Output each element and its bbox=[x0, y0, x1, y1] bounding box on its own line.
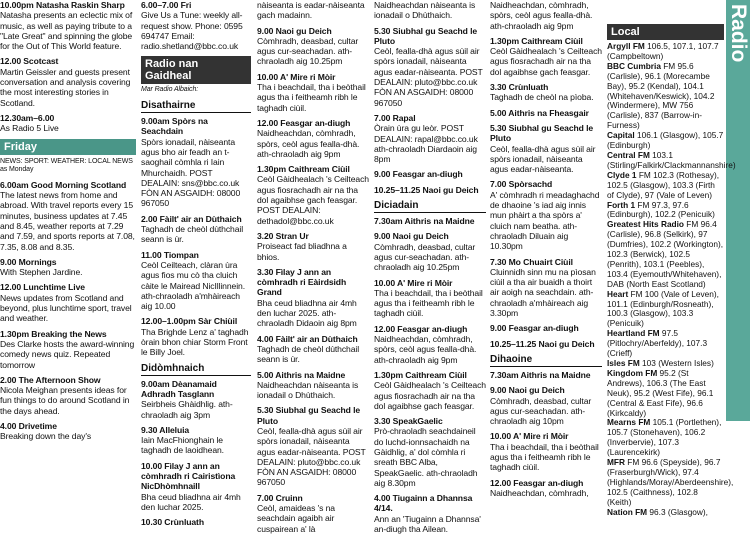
col3-items bbox=[257, 0, 369, 534]
listing-description: Tha i beachdail, tha i beòthail agus tha i feitheamh ribh le taghadh ciùil. bbox=[257, 82, 366, 113]
local-station-entry bbox=[607, 42, 724, 62]
listing-item bbox=[257, 267, 369, 329]
listing-description: Còmhradh, deasbad, cultar agus cur-seachadan. ath-chraoladh aig 10.25pm bbox=[374, 241, 476, 273]
listing-title: 9.00 Mornings bbox=[0, 256, 57, 267]
listing-description: As Radio 5 Live bbox=[0, 123, 59, 134]
listing-item bbox=[490, 370, 602, 380]
column-3 bbox=[257, 0, 369, 534]
station-name: Heart bbox=[607, 288, 629, 299]
station-name: Mearns FM bbox=[607, 417, 651, 428]
station-frequencies: FM 96.6 (Speyside), 96.7 (Fraserburgh/Wick), 97.4 (Highlands/Moray/Aberdeenshire), 102.5 (Caithness), 102.8 (Keith) bbox=[607, 457, 734, 507]
listing-description: Seirbheis Ghàidhlig. ath-chraoladh aig 3pm bbox=[141, 399, 233, 420]
listing-item bbox=[374, 370, 486, 411]
column-6 bbox=[607, 0, 736, 517]
station-name: Clyde 1 bbox=[607, 169, 637, 180]
listing-title: 10.30 Crùnluath bbox=[141, 517, 204, 528]
listing-title: 9.00am Dèanamaid Adhradh Tasglann bbox=[141, 378, 217, 399]
listing-item bbox=[374, 278, 486, 319]
listing-title: 12.00 Scotcast bbox=[0, 56, 59, 67]
listing-item bbox=[0, 56, 136, 107]
listing-item bbox=[374, 169, 486, 179]
listing-title: 3.30 Crùnluath bbox=[490, 82, 549, 93]
listing-item bbox=[490, 82, 602, 103]
listing-item bbox=[490, 108, 602, 118]
listing-description: Tha i beachdail, tha i beòthail agus tha i feitheamh ribh le taghadh ciùil. bbox=[374, 287, 483, 319]
listing-description: Bha ceud bliadhna air 4mh den luchar 2025. ath-chraoladh Didaoin aig 8pm bbox=[257, 297, 357, 329]
listing-item bbox=[374, 493, 486, 534]
listing-item bbox=[490, 323, 602, 333]
listing-item bbox=[0, 257, 136, 278]
listing-title: 9.00 Naoi gu Deich bbox=[374, 231, 449, 242]
listing-title: 10.00 A' Mire ri Mòir bbox=[374, 277, 453, 288]
listing-item bbox=[490, 179, 602, 251]
column-2 bbox=[141, 0, 251, 528]
local-station-entry bbox=[607, 62, 724, 131]
listing-title: 12.00 Feasgar an-diugh bbox=[490, 477, 584, 488]
listing-description: With Stephen Jardine. bbox=[0, 267, 83, 278]
listing-item bbox=[0, 282, 136, 323]
day-heading-didomhnaich: Didòmhnaich bbox=[141, 363, 251, 376]
listing-item bbox=[374, 216, 486, 226]
listing-description: Natasha presents an eclectic mix of music, as well as paying tribute to a "Late Great" and spinning the globe for the Out of This World feature. bbox=[0, 10, 133, 52]
station-frequencies: 96.3 (Glasgow), bbox=[647, 506, 708, 517]
station-name: BBC Cumbria bbox=[607, 60, 661, 71]
listing-title: 10.00 A' Mire ri Mòir bbox=[257, 71, 336, 82]
radio-section-band bbox=[726, 0, 750, 421]
station-name: Argyll FM bbox=[607, 41, 645, 51]
listing-title: 6.00–7.00 Fri bbox=[141, 0, 192, 10]
listing-title: 7.30am Aithris na Maidne bbox=[374, 216, 475, 227]
listing-description: Iain MacFhionghain le taghadh de laoidhean. bbox=[141, 435, 224, 456]
station-frequencies: FM 97.3, 97.6 (Edinburgh), 102.2 (Penicuik) bbox=[607, 199, 715, 220]
listing-title: 9.00 Naoi gu Deich bbox=[257, 25, 332, 36]
station-name: Greatest Hits Radio bbox=[607, 219, 684, 230]
listing-item bbox=[490, 431, 602, 472]
listing-item bbox=[374, 113, 486, 164]
listing-title: 12.30am–6.00 bbox=[0, 112, 55, 123]
listing-title: 12.00 Lunchtime Live bbox=[0, 282, 85, 293]
local-station-entry bbox=[607, 201, 724, 221]
listing-title: 9.30 Alleluia bbox=[141, 424, 190, 435]
listing-item bbox=[257, 405, 369, 487]
col1-items-friday bbox=[0, 180, 136, 442]
listing-item bbox=[141, 250, 251, 312]
local-station-entry bbox=[607, 290, 724, 330]
listing-description: Spòrs ionadail, nàiseanta agus bho air feadh an t-saoghail còmhla ri Iain Mhurchaidh. POST DEALAIN: sns@bbc.co.uk FÒN AN ASGAIDH: 08000 967050 bbox=[141, 136, 241, 209]
listing-description: Ceòl, amaideas 's na seachdain agaibh air cuspairean a' là bbox=[257, 503, 335, 534]
station-frequencies: FM 100 (Vale of Leven), 101.1 (Edinburgh/Rosneath), 100.3 (Glasgow), 103.3 (Penicuik) bbox=[607, 288, 719, 329]
listing-title: 3.20 Stran Ur bbox=[257, 230, 309, 241]
listing-title: 5.00 Aithris na Fheasgair bbox=[490, 107, 589, 118]
listing-title: 7.00 Spòrsachd bbox=[490, 179, 553, 190]
listing-description: Tha i beachdail, tha i beòthail agus tha i feitheamh ribh le taghadh ciùil. bbox=[490, 441, 599, 473]
station-name: Central FM bbox=[607, 149, 650, 160]
listing-item bbox=[141, 214, 251, 245]
column-5 bbox=[490, 0, 602, 498]
station-name: Forth 1 bbox=[607, 199, 636, 210]
listing-description: Taghadh de cheòl na pìoba. bbox=[490, 92, 594, 103]
day-heading-disathairne: Disathairne bbox=[141, 100, 251, 113]
station-name: Capital bbox=[607, 130, 635, 141]
day-heading-diciadain: Diciadain bbox=[374, 200, 486, 213]
station-frequencies: 103 (Western Isles) bbox=[639, 358, 714, 368]
col5-items bbox=[490, 0, 602, 349]
listing-description: Naidheachdan nàiseanta is ionadail o Dhùthaich. bbox=[257, 379, 359, 401]
col1-items bbox=[0, 0, 136, 134]
listing-title: 7.30 Mo Chuairt Ciùil bbox=[490, 256, 573, 267]
listing-description: A' còmhradh ri meadaghachd de dhaoine 's iad aig innis mun phàirt a tha spòrs a' cluich nam beatha. ath-chraoladh Diluain aig 10.30pm bbox=[490, 189, 600, 252]
listing-title: 4.00 Tiugainn a Dhannsa 4/14. bbox=[374, 493, 473, 514]
listing-description: Ceòl, fealla-dhà agus sùil air spòrs ionadail, nàiseanta agus eadar-nàiseanta. POST DEALAIN: pluto@bbc.co.uk FÒN AN ASGAIDH: 08000 967050 bbox=[257, 425, 366, 488]
listing-title: 9.00 Naoi gu Deich bbox=[490, 385, 565, 396]
listing-item bbox=[141, 425, 251, 456]
listing-description: Des Clarke hosts the award-winning comedy news quiz. Repeated tomorrow bbox=[0, 338, 135, 370]
column-4 bbox=[374, 0, 486, 534]
listing-title: 5.30 Siubhal gu Seachd le Pluto bbox=[490, 122, 594, 144]
listing-title: 9.00 Feasgar an-diugh bbox=[490, 323, 579, 334]
listing-title: 1.30pm Caithream Ciùil bbox=[374, 369, 467, 380]
listing-description: Taghadh de cheòl dùthchail seann is ùr. bbox=[141, 224, 244, 245]
listing-description: Ceòl, fealla-dhà agus sùil air spòrs ionadail, nàiseanta agus eadar-nàiseanta. bbox=[490, 143, 596, 175]
col2-top-items bbox=[141, 0, 251, 51]
local-station-entry bbox=[607, 369, 724, 419]
station-name: MFR bbox=[607, 457, 625, 468]
listing-item bbox=[257, 0, 369, 21]
listing-item bbox=[0, 375, 136, 416]
listing-title: 6.00am Good Morning Scotland bbox=[0, 179, 127, 190]
listing-item bbox=[257, 370, 369, 401]
station-frequencies: FM 96.4 (Carlisle), 96.8 (Selkirk), 97 (Dumfries), 102.2 (Workington), 102.3 (Berwick), 102.5 (Penrith), 103.1 (Peebles), 103.4 (Eyemouth/Whitehaven), DAB (North East Scotland) bbox=[607, 219, 724, 289]
listing-title: 10.00 A' Mire ri Mòir bbox=[490, 431, 569, 442]
local-station-entry bbox=[607, 418, 724, 458]
day-heading-friday: Friday bbox=[0, 139, 136, 155]
listing-description: Cluinnidh sinn mu na pìosan ciùil a tha air buaidh a thoirt air aoigh na seachdain. ath-chraoladh a'mhàireach aig 3.30pm bbox=[490, 266, 596, 319]
listing-description: News updates from Scotland and beyond, plus lunchtime sport, travel and weather. bbox=[0, 292, 132, 324]
station-heading: Radio nan Gaidheal bbox=[141, 56, 251, 84]
listing-description: Òrain ùra gu leòr. POST DEALAIN: rapal@bbc.co.uk ath-chraoladh Diardaoin aig 8pm bbox=[374, 123, 478, 165]
listing-description: Nicola Meighan presents ideas for fun things to do around Scotland in the days ahead. bbox=[0, 385, 130, 416]
local-station-entry bbox=[607, 220, 724, 289]
listing-description: Martin Geissler and guests present conversation and analysis covering the most interesting stories in Scotland. bbox=[0, 66, 131, 108]
station-name: Heartland FM bbox=[607, 328, 660, 339]
listing-description: The latest news from home and abroad. With travel reports every 15 minutes, business updates at 7.45 and 8.45, weather reports at 7.29 and 7.59, and sports reports at 7.08, 7.35, 8.08 and 8.35. bbox=[0, 190, 135, 252]
col5-items-friday bbox=[490, 370, 602, 498]
station-name: Isles FM bbox=[607, 358, 640, 368]
listing-title: 11.00 Tiompan bbox=[141, 249, 199, 260]
listing-item bbox=[141, 379, 251, 420]
listing-item bbox=[490, 36, 602, 77]
listing-item bbox=[374, 26, 486, 108]
listing-item bbox=[257, 164, 369, 226]
col2-items bbox=[141, 116, 251, 358]
listing-item bbox=[374, 231, 486, 272]
col4-items bbox=[374, 0, 486, 195]
station-frequencies: 105.1 (Portlethen), 105.7 (Stonehaven), 106.2 (Inverbervie), 107.3 (Laurencekirk) bbox=[607, 417, 722, 458]
station-name: Kingdom FM bbox=[607, 367, 658, 378]
listing-item bbox=[490, 257, 602, 319]
listing-description: Còmhradh, deasbad, cultar agus cur-seachadan. ath-chraoladh aig 10.25pm bbox=[257, 35, 359, 67]
listing-title: 12.00 Feasgar an-diugh bbox=[374, 323, 468, 334]
listing-description: Tha Brighde Lenz a' taghadh òrain bhon chiar Storm Front le Billy Joel. bbox=[141, 326, 249, 358]
listing-title: 5.30 Siubhal gu Seachd le Pluto bbox=[374, 25, 478, 46]
listing-item bbox=[374, 324, 486, 365]
listing-description: Proiseact fad bliadhna a bhios. bbox=[257, 241, 347, 262]
listing-item bbox=[257, 26, 369, 67]
listing-description: Ceòl Gàidhealach 's Ceilteach agus fiosrachadh air na tha dol agaibhse gach feasgar. bbox=[490, 46, 602, 77]
listing-description: Breaking down the day's bbox=[0, 431, 92, 442]
listing-item bbox=[141, 461, 251, 512]
listing-title: 4.00 Drivetime bbox=[0, 420, 57, 431]
listing-item bbox=[0, 0, 136, 51]
listing-title: 7.00 Rapal bbox=[374, 112, 416, 123]
listing-description: Bha ceud bliadhna air 4mh den luchar 2025. bbox=[141, 491, 241, 512]
listing-item bbox=[0, 180, 136, 252]
listing-item bbox=[257, 118, 369, 159]
station-frequencies: 106.5, 107.1, 107.7 (Campbeltown) bbox=[607, 41, 719, 61]
listing-title: 2.00 The Afternoon Show bbox=[0, 374, 101, 385]
listing-title: 12.00–1.00pm Sàr Chiùil bbox=[141, 316, 238, 327]
listing-description: Prò-chraoladh seachdaineil do luchd-ionnsachaidh na Gàidhlig, a' dol còmhla ri sreath BBC Alba, SpeakGaelic. ath-chraoladh aig 8.30pm bbox=[374, 426, 478, 488]
station-frequencies: FM 95.6 (Carlisle), 96.1 (Morecambe Bay), 95.2 (Kendal), 104.1 (Whitehaven/Keswick), 104.2 (Windermere), MW 756 (Carlisle), 837 (Barrow-in-Furness) bbox=[607, 60, 715, 131]
local-heading: Local bbox=[607, 24, 724, 40]
listing-title: 1.30pm Breaking the News bbox=[0, 328, 107, 339]
listing-title: 10.25–11.25 Naoi gu Deich bbox=[374, 184, 479, 195]
station-frequencies: 97.5 (Pitlochry/Aberfeldy), 107.3 (Crieff) bbox=[607, 328, 708, 359]
listing-description: Naidheachdan, còmhradh, bbox=[490, 487, 589, 498]
listing-item bbox=[257, 493, 369, 534]
listing-title: 3.30 Fìlay J ann an còmhradh ri Eàirdsidh Grand bbox=[257, 266, 347, 298]
news-line: NEWS: SPORT: WEATHER: LOCAL NEWS as Monday bbox=[0, 157, 133, 174]
station-frequencies: FM 102.3 (Rothesay), 102.5 (Glasgow), 103.3 (Firth of Clyde), 97 (Vale of Leven) bbox=[607, 169, 720, 200]
listing-item bbox=[490, 385, 602, 426]
listing-title: 5.00 Aithris na Maidne bbox=[257, 369, 346, 380]
listing-description: Ann an 'Tiugainn a Dhannsa' an-diugh tha Ailean. bbox=[374, 513, 481, 534]
listing-description: Ceòl Gàidhealach 's Ceilteach agus fiosrachadh air na tha dol agaibhse gach feasgar. bbox=[374, 380, 486, 411]
listing-item bbox=[374, 0, 486, 21]
listing-title: 9.00am Spòrs na Seachdain bbox=[141, 116, 208, 137]
listing-item bbox=[257, 72, 369, 113]
listing-title: 1.30pm Caithream Ciùil bbox=[257, 164, 350, 175]
listing-item bbox=[257, 231, 369, 262]
listing-description: Ceòl, fealla-dhà agus sùil air spòrs ionadail, nàiseanta agus eadar-nàiseanta. POST DEALAIN: pluto@bbc.co.uk FÒN AN ASGAIDH: 08000 967050 bbox=[374, 46, 483, 108]
local-station-entry bbox=[607, 131, 724, 151]
station-frequencies: 95.2 (St Andrews), 106.3 (The East Neuk), 95.2 (West Fife), 96.1 (Central & East Fife), 96.6 (Kirkcaldy) bbox=[607, 367, 714, 418]
listing-description: Naidheachdan, còmhradh, spòrs, ceòl agus fealla-dhà. ath-chraoladh aig 9pm bbox=[374, 334, 477, 365]
listing-title: 12.00 Feasgar an-diugh bbox=[257, 117, 351, 128]
local-station-entry bbox=[607, 171, 724, 201]
listing-title: 7.00 Cruinn bbox=[257, 492, 303, 503]
listing-item bbox=[374, 185, 486, 195]
listing-title: 10.00 Fìlay J ann an còmhradh ri Cairistìona NicDhòmhnaill bbox=[141, 460, 236, 492]
listing-item bbox=[490, 123, 602, 174]
listing-item bbox=[141, 316, 251, 357]
listing-description: Naidheachdan, còmhradh, spòrs, ceòl agus fealla-dhà. ath-chraoladh aig 9pm bbox=[490, 0, 593, 31]
listing-description: Naidheachdan, còmhradh, spòrs, ceòl agus fealla-dhà. ath-chraoladh aig 9pm bbox=[257, 128, 360, 159]
listing-description: Ceòl Gàidhealach 's Ceilteach agus fiosrachadh air na tha dol agaibhse gach feasgar. POST DEALAIN: dethadol@bbc.co.uk bbox=[257, 174, 369, 226]
listing-item bbox=[141, 116, 251, 209]
listing-description: Naidheachdan nàiseanta is ionadail o Dhùthaich. bbox=[374, 0, 476, 21]
day-heading-dihaoine: Dihaoine bbox=[490, 354, 602, 367]
local-station-entry bbox=[607, 457, 734, 508]
listing-title: 10.25–11.25 Naoi gu Deich bbox=[490, 338, 595, 349]
listing-description: Taghadh de cheòl dùthchail seann is ùr. bbox=[257, 343, 360, 365]
listing-item bbox=[257, 334, 369, 365]
listing-item bbox=[490, 478, 602, 499]
listing-description: nàiseanta is eadar-nàiseanta gach madainn. bbox=[257, 0, 365, 21]
local-station-entry bbox=[607, 329, 724, 359]
station-frequencies: 106.1 (Glasgow), 105.7 (Edinburgh) bbox=[607, 130, 724, 151]
station-name: Nation FM bbox=[607, 506, 648, 517]
listing-item bbox=[374, 416, 486, 488]
listing-title: 4.00 Fàilt' air an Dùthaich bbox=[257, 333, 358, 344]
section-title: Radio bbox=[727, 4, 750, 63]
local-station-entry bbox=[607, 149, 736, 171]
listing-item bbox=[141, 517, 251, 527]
local-stations-list bbox=[607, 41, 736, 518]
listing-title: 10.00pm Natasha Raskin Sharp bbox=[0, 0, 125, 10]
listing-item bbox=[0, 329, 136, 370]
listing-title: 5.30 Siubhal gu Seachd le Pluto bbox=[257, 405, 361, 426]
listing-title: 3.30 SpeakGaelic bbox=[374, 416, 443, 427]
listing-item bbox=[490, 0, 602, 31]
listing-title: 7.30am Aithris na Maidne bbox=[490, 369, 591, 380]
column-1 bbox=[0, 0, 136, 442]
listing-title: 2.00 Fàilt' air an Dùthaich bbox=[141, 213, 242, 224]
listing-item bbox=[141, 0, 251, 51]
col4-items-wednesday bbox=[374, 216, 486, 534]
local-station-entry bbox=[607, 508, 724, 518]
listing-description: Give Us a Tune: weekly all-request show. Phone: 0595 694747 Email: radio.shetland@bbc.co.uk bbox=[141, 10, 243, 52]
listing-item bbox=[0, 113, 136, 134]
listing-description: Còmhradh, deasbad, cultar agus cur-seachadan. ath-chraoladh aig 10pm bbox=[490, 395, 592, 427]
listing-item bbox=[0, 421, 136, 442]
station-frequencies: 103.1 (Stirling/Falkirk/Clackmannanshire) bbox=[607, 149, 736, 170]
listing-title: 9.00 Feasgar an-diugh bbox=[374, 169, 463, 180]
listing-description: Ceòl Ceilteach, clàran ùra agus fios mu cò tha cluich càite le Mairead NicIllinnein. ath-chraoladh a'mhàireach aig 10.00 bbox=[141, 259, 245, 312]
col2-items-sunday bbox=[141, 379, 251, 528]
listing-title: 1.30pm Caithream Ciùil bbox=[490, 35, 583, 46]
station-intro: Mar Radio Albaich: bbox=[141, 86, 199, 94]
listing-item bbox=[490, 339, 602, 349]
